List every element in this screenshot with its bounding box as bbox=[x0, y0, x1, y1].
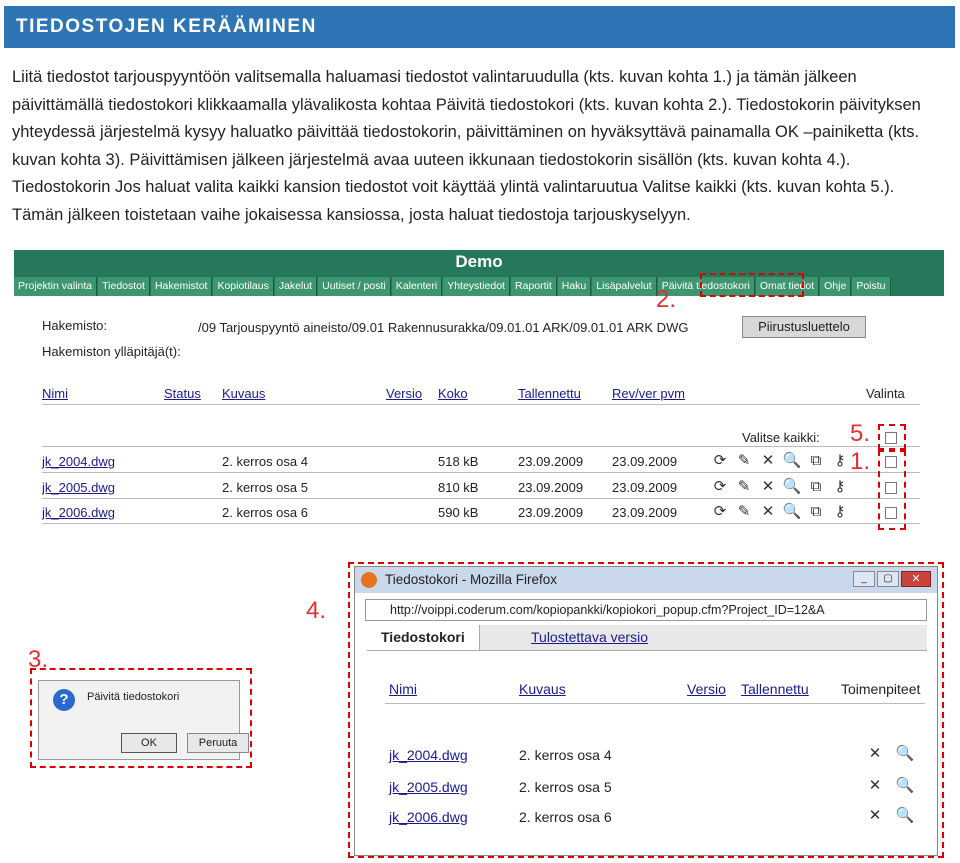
delete-icon[interactable]: ✕ bbox=[868, 745, 882, 762]
col-nimi[interactable]: Nimi bbox=[42, 386, 68, 401]
file-rev-date: 23.09.2009 bbox=[612, 454, 678, 469]
delete-icon[interactable]: ✕ bbox=[761, 478, 775, 495]
marker-5: 5. bbox=[850, 420, 871, 447]
file-saved-date: 23.09.2009 bbox=[518, 454, 584, 469]
key-icon[interactable]: ⚷ bbox=[834, 478, 846, 495]
col-tallennettu[interactable]: Tallennettu bbox=[518, 386, 581, 401]
tab-tulostettava[interactable]: Tulostettava versio bbox=[531, 629, 648, 645]
copy-icon[interactable]: ⧉ bbox=[810, 477, 822, 495]
nav-yhteystiedot[interactable]: Yhteystiedot bbox=[443, 277, 510, 296]
edit-icon[interactable]: ✎ bbox=[737, 478, 751, 495]
ok-button[interactable]: OK bbox=[121, 733, 177, 753]
ff-file-link[interactable]: jk_2005.dwg bbox=[389, 779, 468, 795]
tab-tiedostokori[interactable]: Tiedostokori bbox=[367, 625, 480, 650]
piirustusluettelo-button[interactable]: Piirustusluettelo bbox=[742, 316, 866, 338]
yllapitaja-label: Hakemiston ylläpitäjä(t): bbox=[42, 344, 181, 359]
question-icon: ? bbox=[53, 689, 75, 711]
nav-poistu[interactable]: Poistu bbox=[852, 277, 890, 296]
ff-col-nimi[interactable]: Nimi bbox=[389, 681, 417, 697]
refresh-icon[interactable]: ⟳ bbox=[713, 478, 727, 495]
key-icon[interactable]: ⚷ bbox=[834, 503, 846, 520]
copy-icon[interactable]: ⧉ bbox=[810, 451, 822, 469]
section-title: TIEDOSTOJEN KERÄÄMINEN bbox=[4, 6, 955, 48]
ff-file-description: 2. kerros osa 5 bbox=[519, 779, 612, 795]
marker-1: 1. bbox=[850, 448, 871, 475]
cancel-button[interactable]: Peruuta bbox=[187, 733, 249, 753]
file-saved-date: 23.09.2009 bbox=[518, 505, 584, 520]
file-link[interactable]: jk_2006.dwg bbox=[42, 505, 115, 520]
row-divider bbox=[42, 523, 920, 524]
nav-tiedostot[interactable]: Tiedostot bbox=[98, 277, 150, 296]
row-divider bbox=[42, 446, 920, 447]
ff-file-description: 2. kerros osa 6 bbox=[519, 809, 612, 825]
file-size: 518 kB bbox=[438, 454, 479, 469]
marker-4: 4. bbox=[306, 597, 327, 624]
demo-app-window bbox=[14, 250, 944, 532]
delete-icon[interactable]: ✕ bbox=[761, 452, 775, 469]
file-description: 2. kerros osa 4 bbox=[222, 454, 308, 469]
hakemisto-label: Hakemisto: bbox=[42, 318, 108, 333]
popup-tabs bbox=[367, 625, 927, 651]
minimize-icon[interactable]: _ bbox=[853, 571, 875, 587]
ff-header-divider bbox=[385, 703, 925, 704]
hakemisto-value: /09 Tarjouspyyntö aineisto/09.01 Rakennusurakka/09.01.01 ARK/09.01.01 ARK DWG bbox=[198, 320, 689, 335]
col-valinta: Valinta bbox=[866, 386, 905, 401]
popup-content bbox=[365, 623, 927, 851]
ff-col-kuvaus[interactable]: Kuvaus bbox=[519, 681, 566, 697]
col-revver[interactable]: Rev/ver pvm bbox=[612, 386, 685, 401]
nav-kopiotilaus[interactable]: Kopiotilaus bbox=[213, 277, 273, 296]
col-versio[interactable]: Versio bbox=[386, 386, 423, 401]
nav-ohje[interactable]: Ohje bbox=[820, 277, 851, 296]
dialog-message: Päivitä tiedostokori bbox=[87, 691, 180, 703]
preview-icon[interactable]: 🔍 bbox=[895, 745, 915, 762]
nav-hakemistot[interactable]: Hakemistot bbox=[151, 277, 213, 296]
row-divider bbox=[42, 472, 920, 473]
highlight-paivita bbox=[700, 273, 804, 297]
row-actions bbox=[710, 450, 850, 470]
nav-jakelut[interactable]: Jakelut bbox=[275, 277, 317, 296]
edit-icon[interactable]: ✎ bbox=[737, 452, 751, 469]
firefox-icon bbox=[361, 572, 377, 588]
file-rev-date: 23.09.2009 bbox=[612, 480, 678, 495]
nav-kalenteri[interactable]: Kalenteri bbox=[392, 277, 442, 296]
nav-lisapalvelut[interactable]: Lisäpalvelut bbox=[592, 277, 656, 296]
demo-title: Demo bbox=[14, 250, 944, 276]
ff-col-toimenpiteet: Toimenpiteet bbox=[841, 681, 921, 697]
preview-icon[interactable]: 🔍 bbox=[782, 478, 802, 495]
file-link[interactable]: jk_2004.dwg bbox=[42, 454, 115, 469]
col-status[interactable]: Status bbox=[164, 386, 201, 401]
valitse-kaikki-label: Valitse kaikki: bbox=[742, 430, 820, 445]
intro-paragraph: Liitä tiedostot tarjouspyyntöön valitsemalla haluamasi tiedostot valintaruudulla (kts. kuvan kohta 1.) ja tämän jälkeen päivittämällä tiedostokori klikkaamalla ylävalikosta kohtaa Päivitä tiedostokori (kts. kuvan kohta 2.). Tiedostokorin päivityksen yhteydessä järjestelmä kysyy haluatko päivittää tiedostokorin, päivittäminen on hyväksyttävä painamalla OK –painiketta (kts. kuvan kohta 3). Päivittämisen jälkeen järjestelmä avaa uuteen ikkunaan tiedostokorin sisällön (kts. kuvan kohta 4.). Tiedostokorin Jos haluat valita kaikki kansion tiedostot voit käyttää ylintä valintaruutua Valitse kaikki (kts. kuvan kohta 5.). Tämän jälkeen toistetaan vaihe jokaisessa kansiossa, josta haluat tiedostoja tarjouskyselyyn. bbox=[12, 68, 921, 224]
close-icon[interactable]: ✕ bbox=[901, 571, 931, 587]
confirm-dialog bbox=[38, 680, 240, 760]
file-size: 810 kB bbox=[438, 480, 479, 495]
nav-raportit[interactable]: Raportit bbox=[511, 277, 557, 296]
delete-icon[interactable]: ✕ bbox=[868, 777, 882, 794]
row-actions bbox=[710, 476, 850, 496]
col-kuvaus[interactable]: Kuvaus bbox=[222, 386, 266, 401]
firefox-window bbox=[354, 566, 938, 856]
ff-file-link[interactable]: jk_2006.dwg bbox=[389, 809, 468, 825]
edit-icon[interactable]: ✎ bbox=[737, 503, 751, 520]
col-koko[interactable]: Koko bbox=[438, 386, 468, 401]
ff-col-tallennettu[interactable]: Tallennettu bbox=[741, 681, 809, 697]
nav-paivita-tiedostokori[interactable]: Päivitä tiedostokori bbox=[658, 277, 755, 296]
main-nav bbox=[14, 276, 944, 296]
file-rev-date: 23.09.2009 bbox=[612, 505, 678, 520]
window-titlebar bbox=[355, 567, 937, 593]
preview-icon[interactable]: 🔍 bbox=[895, 807, 915, 824]
nav-projektin-valinta[interactable]: Projektin valinta bbox=[14, 277, 97, 296]
preview-icon[interactable]: 🔍 bbox=[782, 503, 802, 520]
ff-file-description: 2. kerros osa 4 bbox=[519, 747, 612, 763]
ff-col-versio[interactable]: Versio bbox=[687, 681, 726, 697]
highlight-row-checkboxes bbox=[878, 450, 906, 530]
preview-icon[interactable]: 🔍 bbox=[782, 452, 802, 469]
url-bar[interactable]: http://voippi.coderum.com/kopiopankki/kopiokori_popup.cfm?Project_ID=12&A bbox=[365, 599, 927, 621]
ff-file-link[interactable]: jk_2004.dwg bbox=[389, 747, 468, 763]
window-controls bbox=[853, 571, 931, 587]
file-saved-date: 23.09.2009 bbox=[518, 480, 584, 495]
window-title: Tiedostokori - Mozilla Firefox bbox=[385, 572, 558, 587]
maximize-icon[interactable]: ▢ bbox=[877, 571, 899, 587]
highlight-select-all bbox=[878, 424, 906, 450]
nav-uutiset[interactable]: Uutiset / posti bbox=[318, 277, 391, 296]
delete-icon[interactable]: ✕ bbox=[868, 807, 882, 824]
marker-3: 3. bbox=[28, 646, 49, 673]
row-actions bbox=[710, 501, 850, 521]
file-link[interactable]: jk_2005.dwg bbox=[42, 480, 115, 495]
file-description: 2. kerros osa 6 bbox=[222, 505, 308, 520]
row-divider bbox=[42, 498, 920, 499]
key-icon[interactable]: ⚷ bbox=[834, 452, 846, 469]
file-description: 2. kerros osa 5 bbox=[222, 480, 308, 495]
refresh-icon[interactable]: ⟳ bbox=[713, 503, 727, 520]
copy-icon[interactable]: ⧉ bbox=[810, 502, 822, 520]
marker-2: 2. bbox=[656, 286, 677, 313]
file-size: 590 kB bbox=[438, 505, 479, 520]
header-divider bbox=[42, 404, 920, 405]
nav-omat-tiedot[interactable]: Omat tiedot bbox=[756, 277, 819, 296]
nav-haku[interactable]: Haku bbox=[558, 277, 592, 296]
refresh-icon[interactable]: ⟳ bbox=[713, 452, 727, 469]
delete-icon[interactable]: ✕ bbox=[761, 503, 775, 520]
preview-icon[interactable]: 🔍 bbox=[895, 777, 915, 794]
